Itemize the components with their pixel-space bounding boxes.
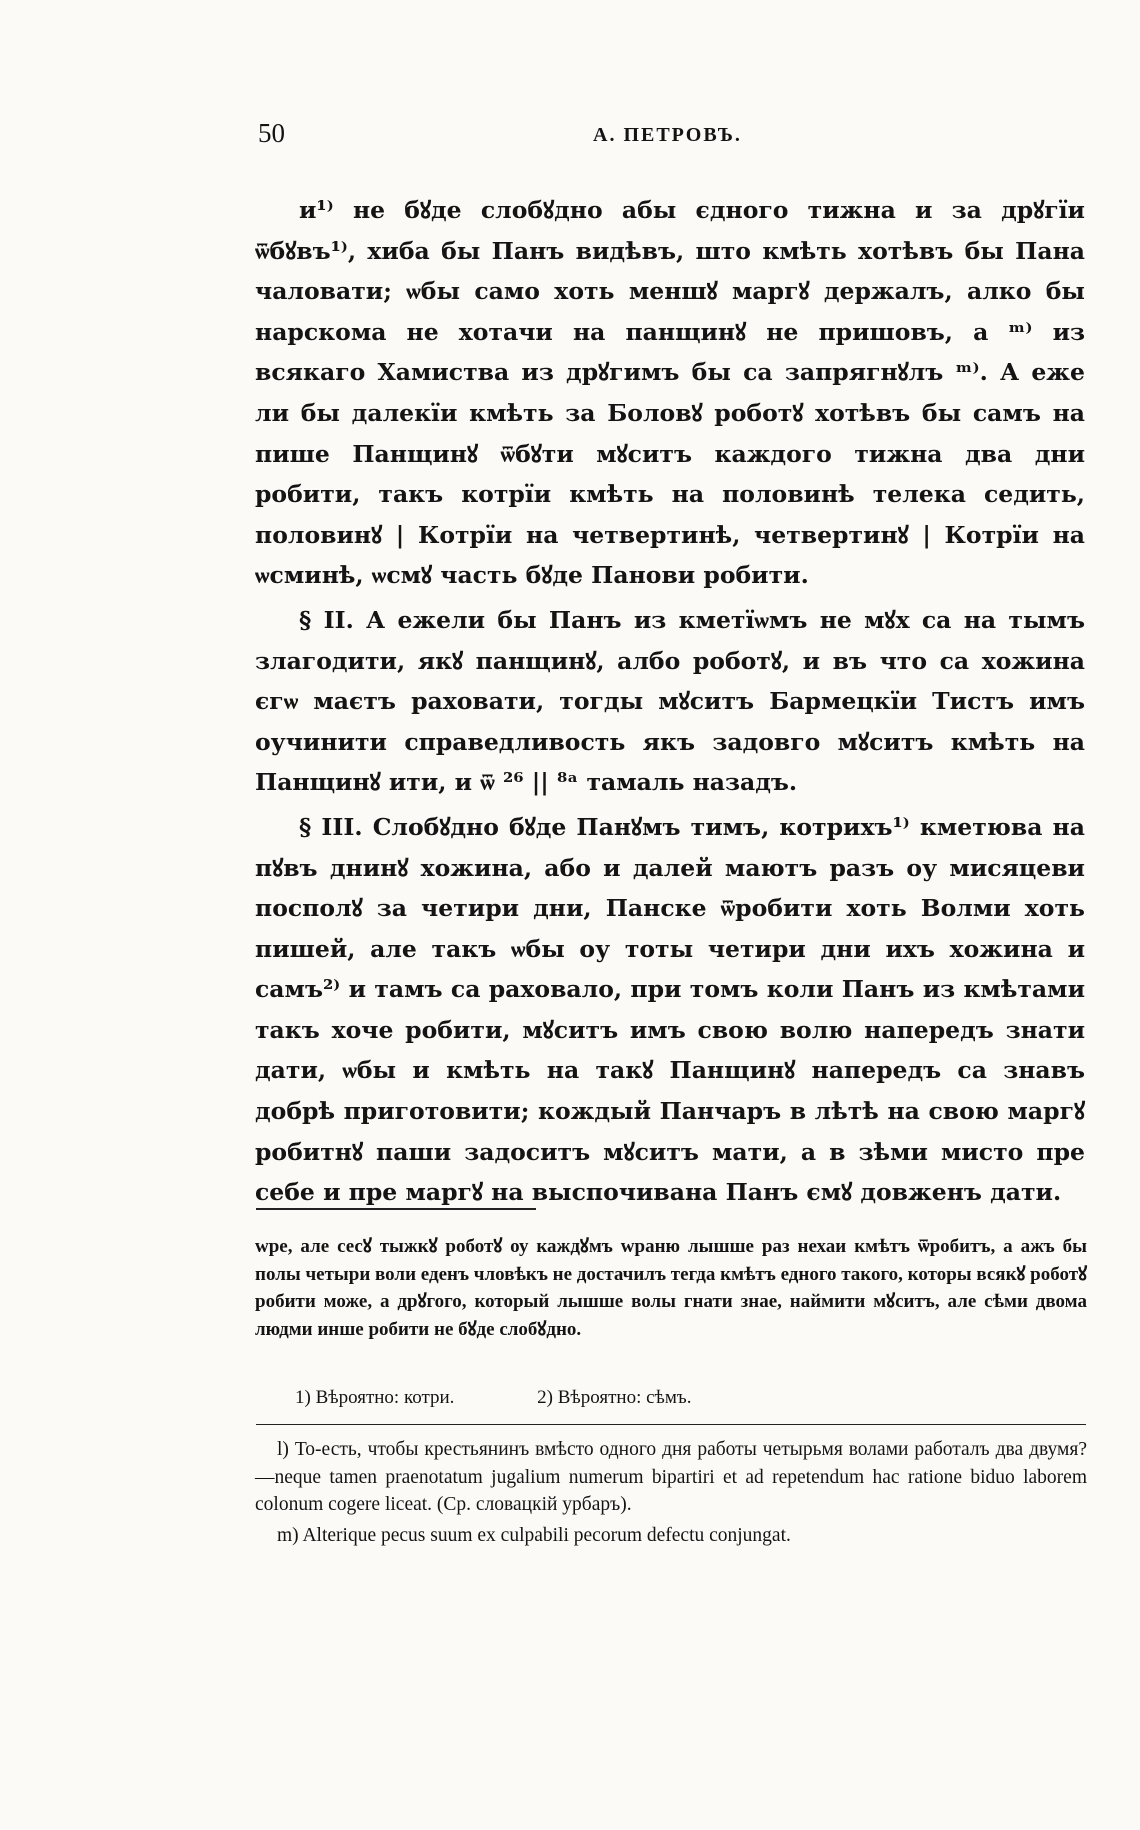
footnote-l: l) То-есть, чтобы крестьянинъ вмѣсто одного дня работы четырьмя волами работалъ два двумя?—neque tamen praenotatum jugalium numerum bipartiri et ad repetendum hac ratione biduo laborem colonum cogere liceat. (Ср. словацкiй урбаръ). (255, 1439, 1087, 1515)
paragraph-intro: и¹⁾ не бꙋде слобꙋдно абы єдного тижна и за дрꙋгїи ѿбꙋвъ¹⁾, хиба бы Панъ видѣвъ, што кмѣть хотѣвъ бы Пана чаловати; ѡбы само хоть меншꙋ маргꙋ держалъ, алко бы нарскома не хотачи на панщинꙋ не пришовъ, а ᵐ⁾ из всякаго Хамиства из дрꙋгимъ бы са запрягнꙋлъ ᵐ⁾. А еже ли бы далекїи кмѣть за Боловꙋ роботꙋ хотѣвъ бы самъ на пише Панщинꙋ ѿбꙋти мꙋситъ каждого тижна два дни робити, такъ котрїи кмѣть на половинѣ телека седить, половинꙋ | Котрїи на четвертинѣ, четвертинꙋ | Котрїи на ѡсминѣ, ѡсмꙋ часть бꙋде Панови робити. (255, 196, 1085, 590)
alt-readings (295, 1387, 995, 1409)
footnote-rule (256, 1424, 1086, 1425)
page-header (258, 118, 878, 158)
paragraph-section-iii: § III. Слобꙋдно бꙋде Панꙋмъ тимъ, котрихъ¹⁾ кметюва на пꙋвъ днинꙋ хожина, або и далей маютъ разъ оу мисяцеви посполꙋ за четири дни, Панске ѿробити хоть Волми хоть пишей, але такъ ѡбы оу тоты четири дни ихъ хожина и самъ²⁾ и тамъ са раховало, при томъ коли Панъ из кмѣтами такъ хоче робити, мꙋситъ имъ свою волю напередъ знати дати, ѡбы и кмѣть на такꙋ Панщинꙋ напередъ са знавъ добрѣ приготовити; кождый Панчаръ в лѣтѣ на свою маргꙋ робитнꙋ паши задоситъ мꙋситъ мати, а в зѣми мисто пре себе и пре маргꙋ на выспочивана Панъ ємꙋ довженъ дати. (255, 812, 1085, 1207)
main-text (255, 190, 1085, 1213)
alt-reading-2: 2) Вѣроятно: сѣмъ. (537, 1387, 692, 1408)
footnotes (255, 1436, 1087, 1549)
page-number: 50 (258, 118, 285, 148)
continuation-note-text: wpe, але сесꙋ тыжкꙋ роботꙋ оу каждꙋмъ wраню лышше раз нехаи кмѣтъ ѿробитъ, а ажъ бы полы четыри воли еденъ чловѣкъ не достачилъ тегда кмѣтъ едного такого, которы всякꙋ роботꙋ робити може, а дрꙋгого, который лышше волы гнати знае, наймити мꙋситъ, але сѣми двома людми инше робити не бꙋде слобꙋдно. (255, 1236, 1087, 1340)
running-head: А. ПЕТРОВЪ. (593, 124, 742, 146)
continuation-note (255, 1233, 1087, 1343)
alt-reading-1: 1) Вѣроятно: котри. (295, 1387, 455, 1408)
paragraph-section-ii: § II. А ежели бы Панъ из кметїѡмъ не мꙋх са на тымъ злагодити, якꙋ панщинꙋ, албо роботꙋ, и въ что са хожина єгѡ маєтъ раховати, тогды мꙋситъ Бармецкїи Тистъ имъ оучинити справедливость якъ задовго мꙋситъ кмѣть на Панщинꙋ ити, и ѿ ²⁶ || ⁸ᵃ тамаль назадъ. (255, 605, 1085, 797)
footnote-m: m) Alterique pecus suum ex culpabili pecorum defectu conjungat. (277, 1524, 791, 1546)
footnote-separator (256, 1208, 536, 1210)
